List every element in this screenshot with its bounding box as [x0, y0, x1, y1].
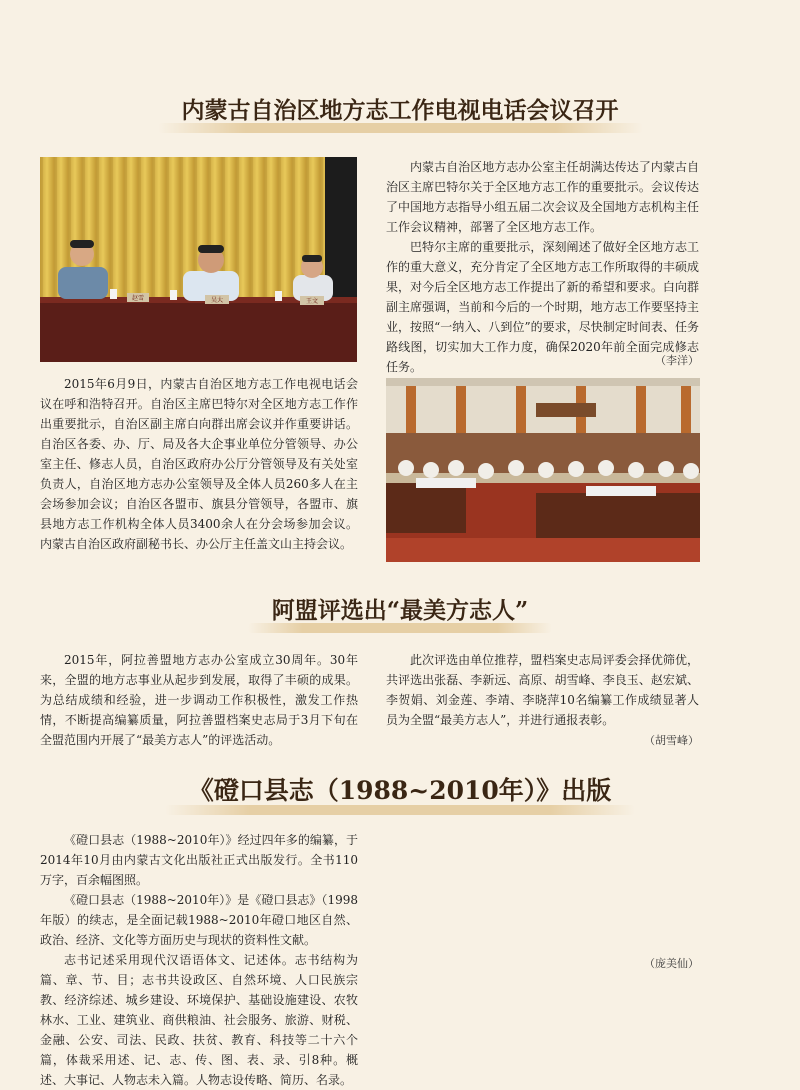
- article1-title: 内蒙古自治区地方志工作电视电话会议召开: [158, 92, 643, 129]
- article3-title-wrap: [0, 771, 800, 811]
- name-card-1: 赵雪: [131, 295, 145, 302]
- article2-title: 阿盟评选出“最美方志人”: [248, 592, 552, 629]
- article1-paragraph-3: 巴特尔主席的重要批示，深刻阐述了做好全区地方志工作的重大意义，充分肯定了全区地方志工作所取得的丰硕成果，对今后全区地方志工作提出了新的希望和要求。白向群副主席强调，当前和今后的一个时期，地方志工作要坚持主业，按照“一纳入、八到位”的要求，尽快制定时间表、任务路线图，切实加大工作力度，确保2020年前全面完成修志任务。: [386, 240, 699, 374]
- article2-paragraph-right: 此次评选由单位推荐，盟档案史志局评委会择优筛优，共评选出张磊、李新远、高原、胡雪峰、李良玉、赵宏斌、李贺娟、刘金莲、李靖、李晓萍10名编纂工作成绩显著人员为全盟“最美方志人”，并进行通报表彰。: [386, 653, 699, 727]
- article3-paragraph-2: 《磴口县志（1988~2010年）》是《磴口县志》（1998年版）的续志，是全面记载1988~2010年磴口地区自然、政治、经济、文化等方面历史与现状的资料性文献。: [40, 893, 358, 947]
- article3-paragraph-1: 《磴口县志（1988~2010年）》经过四年多的编纂，于2014年10月由内蒙古文化出版社正式出版发行。全书110万字，百余幅图照。: [40, 833, 358, 887]
- article2-author: （胡雪峰）: [644, 734, 699, 747]
- article1-col1-text: [40, 374, 358, 554]
- article1-paragraph-2: 内蒙古自治区地方志办公室主任胡满达传达了内蒙古自治区主席巴特尔关于全区地方志工作的重要批示。会议传达了中国地方志指导小组五届二次会议及全国地方志机构主任工作会议精神，部署了全区地方志工作。: [386, 160, 699, 234]
- podium-photo: [40, 157, 357, 362]
- article2-title-wrap: [0, 592, 800, 629]
- article2-right-text: [386, 650, 699, 730]
- name-card-2: 吴大: [210, 297, 224, 304]
- article3-author: （庞美仙）: [644, 957, 699, 970]
- article1-paragraph-1: 2015年6月9日，内蒙古自治区地方志工作电视电话会议在呼和浩特召开。自治区主席巴特尔对全区地方志工作作出重要批示，自治区副主席白向群出席会议并作重要讲话。自治区各委、办、厅、局及各大企事业单位分管领导、办公室主任、修志人员，自治区政府办公厅分管领导及有关处室负责人，自治区地方志办公室领导及全体人员260多人在主会场参加会议；自治区各盟市、旗县分管领导，各盟市、旗县地方志工作机构全体人员3400余人在分会场参加会议。内蒙古自治区政府副秘书长、办公厅主任盖文山主持会议。: [40, 377, 358, 551]
- meeting-hall-photo: [386, 378, 700, 562]
- article1-author: （李洋）: [655, 354, 699, 367]
- article3-col1-text: [40, 830, 358, 1090]
- article1-col2-text: [386, 157, 699, 377]
- article3-paragraph-3: 志书记述采用现代汉语语体文、记述体。志书结构为篇、章、节、目；志书共设政区、自然环境、人口民族宗教、经济综述、城乡建设、环境保护、基础设施建设、农牧林水、工业、建筑业、商供粮油、社会服务、旅游、财税、金融、公安、司法、民政、扶贫、教育、科技等二十六个篇，体裁采用述、记、志、传、图、表、录、引8种。概述、大事记、人物志未入篇。人物志设传略、简历、名录。: [40, 953, 358, 1087]
- article2-left-text: [40, 650, 358, 750]
- article3-title: 《磴口县志（1988~2010年）》出版: [165, 771, 636, 811]
- article2-paragraph-left: 2015年，阿拉善盟地方志办公室成立30周年。30年来，全盟的地方志事业从起步到发展，取得了丰硕的成果。为总结成绩和经验，进一步调动工作积极性，激发工作热情，不断提高编纂质量，阿拉善盟档案史志局于3月下旬在全盟范围内开展了“最美方志人”的评选活动。: [40, 653, 358, 747]
- article1-title-wrap: [0, 92, 800, 129]
- name-card-3: 王文: [305, 298, 319, 305]
